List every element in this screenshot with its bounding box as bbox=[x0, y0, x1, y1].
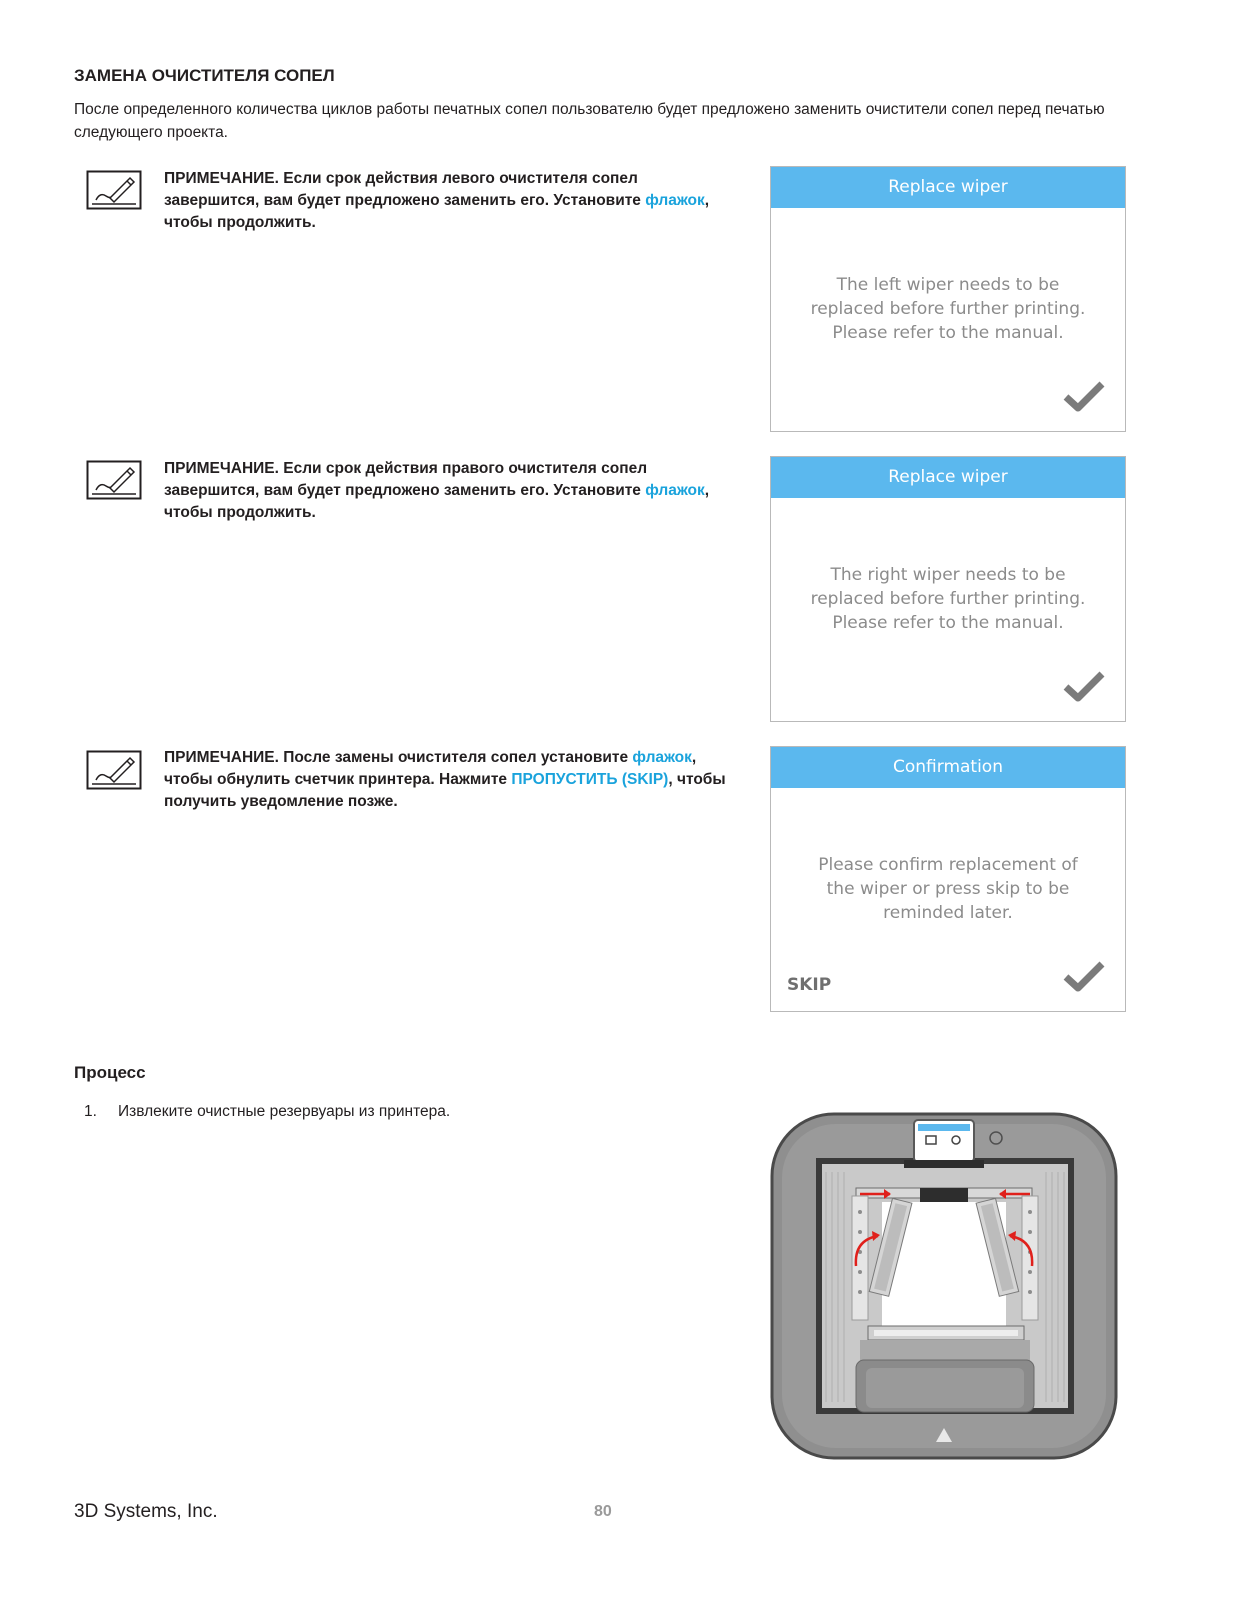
note-text: , чтобы обнулить счетчик принтера. Нажмите bbox=[164, 749, 697, 788]
printer-illustration bbox=[770, 1112, 1118, 1460]
screen-replace-right-wiper bbox=[770, 456, 1126, 722]
checkbox-link: флажок bbox=[632, 749, 692, 766]
note-confirmation bbox=[164, 747, 734, 813]
message-line: the wiper or press skip to be bbox=[826, 879, 1070, 899]
screen-message bbox=[771, 273, 1125, 345]
intro-paragraph: После определенного количества циклов работы печатных сопел пользователю будет предложено заменить очистители сопел перед печатью следующего проекта. bbox=[74, 101, 1105, 141]
note-right-wiper bbox=[164, 458, 734, 524]
message-line: replaced before further printing. bbox=[810, 299, 1086, 319]
note-pencil-icon bbox=[86, 170, 142, 210]
checkmark-icon[interactable] bbox=[1063, 959, 1105, 993]
message-line: The right wiper needs to be bbox=[830, 565, 1066, 585]
step-number: 1. bbox=[84, 1103, 97, 1120]
note-text: ПРИМЕЧАНИЕ. Если срок действия левого очистителя сопел завершится, вам будет предложено заменить его. Установите bbox=[164, 170, 641, 209]
message-line: Please refer to the manual. bbox=[832, 613, 1064, 633]
message-line: Please confirm replacement of bbox=[818, 855, 1078, 875]
screen-header: Replace wiper bbox=[771, 457, 1125, 498]
note-text: , чтобы получить уведомление позже. bbox=[164, 771, 726, 810]
page-number: 80 bbox=[594, 1503, 612, 1520]
screen-header: Confirmation bbox=[771, 747, 1125, 788]
process-title: Процесс bbox=[74, 1063, 146, 1082]
note-pencil-icon bbox=[86, 460, 142, 500]
skip-button[interactable]: SKIP bbox=[787, 975, 832, 995]
note-text: , чтобы продолжить. bbox=[164, 482, 710, 521]
screen-header: Replace wiper bbox=[771, 167, 1125, 208]
message-line: reminded later. bbox=[883, 903, 1013, 923]
screen-message bbox=[771, 853, 1125, 925]
message-line: The left wiper needs to be bbox=[836, 275, 1060, 295]
note-text: ПРИМЕЧАНИЕ. После замены очистителя сопел установите bbox=[164, 749, 629, 766]
section-title: ЗАМЕНА ОЧИСТИТЕЛЯ СОПЕЛ bbox=[74, 66, 335, 85]
checkbox-link: флажок bbox=[645, 192, 705, 209]
skip-link: ПРОПУСТИТЬ (SKIP) bbox=[511, 771, 669, 788]
footer-company: 3D Systems, Inc. bbox=[74, 1501, 218, 1522]
checkmark-icon[interactable] bbox=[1063, 379, 1105, 413]
note-pencil-icon bbox=[86, 750, 142, 790]
note-text: ПРИМЕЧАНИЕ. Если срок действия правого очистителя сопел завершится, вам будет предложено заменить его. Установите bbox=[164, 460, 648, 499]
screen-confirmation bbox=[770, 746, 1126, 1012]
message-line: replaced before further printing. bbox=[810, 589, 1086, 609]
checkbox-link: флажок bbox=[645, 482, 705, 499]
checkmark-icon[interactable] bbox=[1063, 669, 1105, 703]
note-text: , чтобы продолжить. bbox=[164, 192, 710, 231]
step-text: Извлеките очистные резервуары из принтера. bbox=[118, 1103, 451, 1120]
message-line: Please refer to the manual. bbox=[832, 323, 1064, 343]
screen-replace-left-wiper bbox=[770, 166, 1126, 432]
screen-message bbox=[771, 563, 1125, 635]
note-left-wiper bbox=[164, 168, 734, 234]
